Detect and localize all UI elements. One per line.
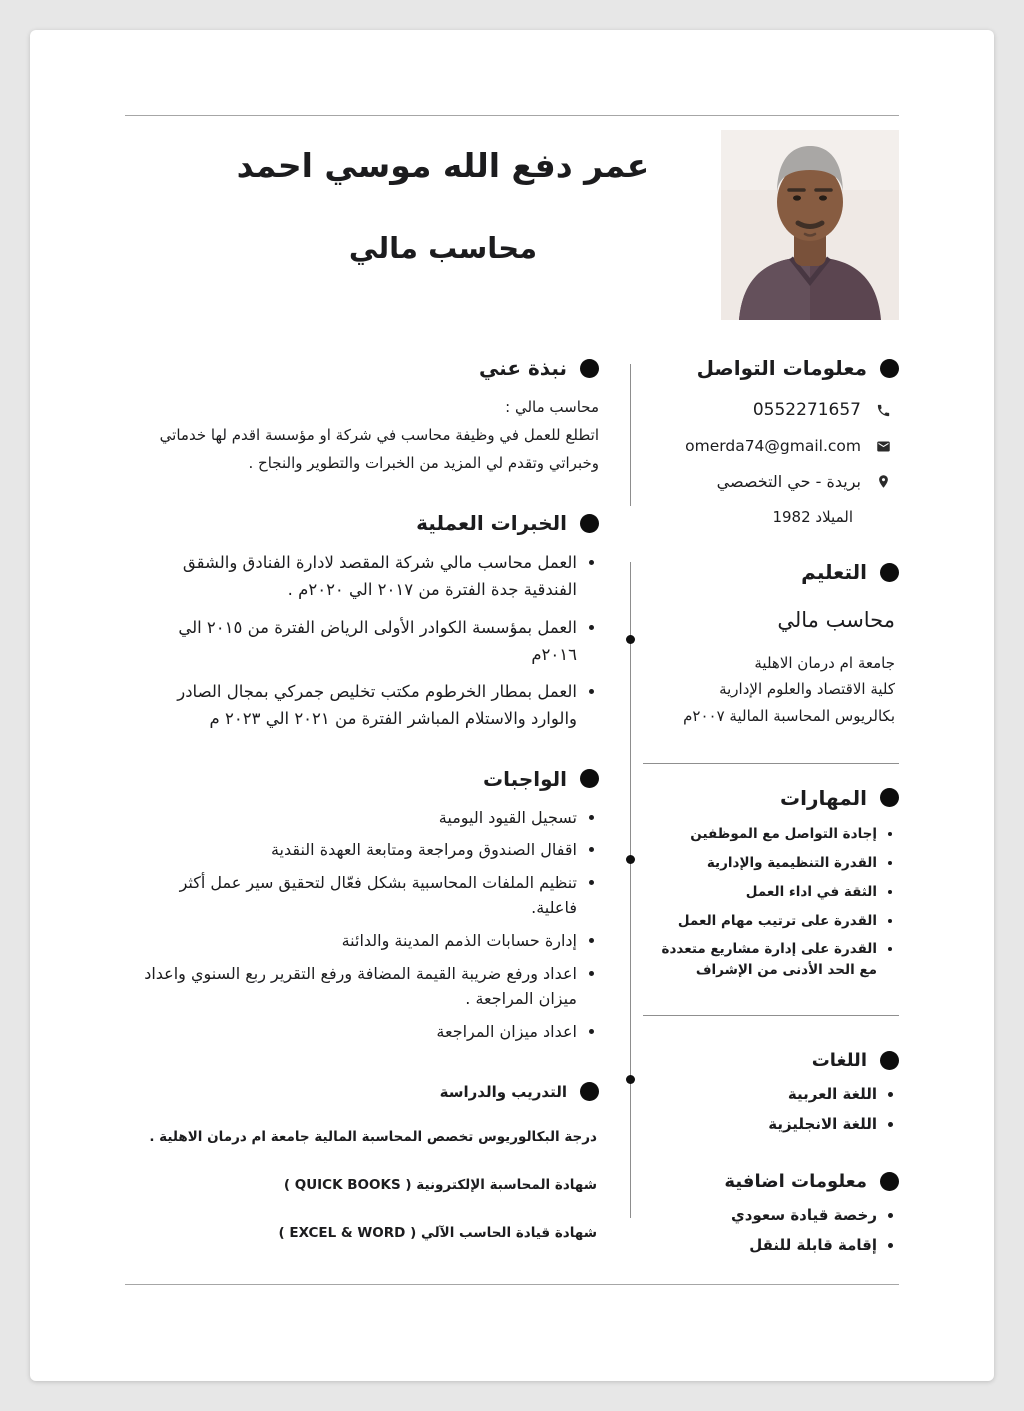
duty-item: • اعداد ورفع ضريبة القيمة المضافة ورفع التقرير ربع السنوي واعداد ميزان المراجعة . <box>129 961 577 1012</box>
additional-info-section <box>643 1171 899 1254</box>
additional-item: • رخصة قيادة سعودي <box>643 1206 877 1224</box>
phone-row <box>643 400 891 420</box>
column-divider <box>617 356 643 1256</box>
section-bullet <box>880 1051 899 1070</box>
divider-dot <box>626 855 635 864</box>
header <box>125 130 899 320</box>
experience-list <box>129 549 599 732</box>
phone-value: 0552271657 <box>752 400 861 420</box>
training-item: شهادة المحاسبة الإلكترونية ( QUICK BOOKS ) <box>283 1176 597 1193</box>
additional-heading-row <box>643 1171 899 1192</box>
duties-heading: الواجبات <box>483 766 567 791</box>
about-lead: محاسب مالي : <box>505 398 599 416</box>
duty-item: • إدارة حسابات الذمم المدينة والدائنة <box>129 928 577 954</box>
sidebar-divider-rule <box>643 1015 899 1016</box>
additional-item: • إقامة قابلة للنقل <box>643 1236 877 1254</box>
duties-section <box>129 767 599 1045</box>
skill-item: • القدرة على ترتيب مهام العمل <box>643 911 877 932</box>
section-bullet <box>880 788 899 807</box>
about-body: اتطلع للعمل في وظيفة محاسب في شركة او مؤسسة اقدم لها خدماتي وخبراتي وتقدم لي المزيد من الخبرات والتطوير والنجاح . <box>159 425 599 472</box>
duty-item: • اقفال الصندوق ومراجعة ومتابعة العهدة النقدية <box>129 837 577 863</box>
section-bullet <box>880 359 899 378</box>
birth-row <box>643 508 891 526</box>
email-value: omerda74@gmail.com <box>685 437 861 455</box>
sidebar-divider-rule <box>643 763 899 764</box>
training-heading-row <box>129 1082 599 1101</box>
section-bullet <box>880 563 899 582</box>
divider-dot <box>626 1075 635 1084</box>
languages-list <box>643 1085 899 1133</box>
training-item: شهادة قيادة الحاسب الآلي ( EXCEL & WORD ) <box>278 1224 597 1241</box>
bottom-rule <box>125 1284 899 1285</box>
skill-item: • الثقة في اداء العمل <box>643 882 877 903</box>
section-bullet <box>580 359 599 378</box>
language-item: • اللغة الانجليزية <box>643 1115 877 1133</box>
skills-section <box>643 786 899 982</box>
body-columns <box>125 356 899 1256</box>
duty-item: • تنظيم الملفات المحاسبية بشكل فعّال لتحقيق سير عمل أكثر فاعلية. <box>129 870 577 921</box>
experience-heading: الخبرات العملية <box>416 511 567 536</box>
envelope-icon <box>876 439 891 454</box>
experience-heading-row <box>129 511 599 535</box>
languages-section <box>643 1050 899 1133</box>
birth-value: الميلاد 1982 <box>772 508 853 526</box>
experience-item: • العمل بمطار الخرطوم مكتب تخليص جمركي بمجال الصادر والوارد والاستلام المباشر الفترة من ٢٠٢١ الي ٢٠٢٣ م <box>129 678 577 732</box>
portrait-illustration <box>721 130 899 320</box>
duty-item: • اعداد ميزان المراجعة <box>129 1019 577 1045</box>
map-pin-icon <box>876 474 891 489</box>
skills-heading: المهارات <box>780 785 867 810</box>
address-row <box>643 472 891 491</box>
divider-line-main <box>630 562 631 1218</box>
about-heading-row <box>129 356 599 380</box>
training-heading: التدريب والدراسة <box>439 1082 567 1101</box>
skills-list <box>643 824 899 982</box>
skills-heading-row <box>643 786 899 810</box>
contact-heading: معلومات التواصل <box>696 356 867 380</box>
experience-section <box>129 511 599 732</box>
contact-heading-row <box>643 356 899 380</box>
header-text <box>125 130 721 320</box>
language-item: • اللغة العربية <box>643 1085 877 1103</box>
education-line: كلية الاقتصاد والعلوم الإدارية <box>719 680 895 699</box>
languages-heading: اللغات <box>811 1050 867 1072</box>
duties-heading-row <box>129 767 599 791</box>
section-bullet <box>580 769 599 788</box>
about-heading: نبذة عني <box>478 356 567 380</box>
section-bullet <box>880 1172 899 1191</box>
duties-list <box>129 805 599 1045</box>
candidate-name: عمر دفع الله موسي احمد <box>236 146 650 185</box>
profile-photo <box>721 130 899 320</box>
resume-card <box>30 30 994 1381</box>
sidebar <box>643 356 899 1256</box>
education-heading: التعليم <box>801 560 867 584</box>
top-rule <box>125 115 899 116</box>
divider-dot <box>626 635 635 644</box>
education-line: بكالريوس المحاسبة المالية ٢٠٠٧م <box>683 706 895 725</box>
languages-heading-row <box>643 1050 899 1071</box>
education-line: جامعة ام درمان الاهلية <box>754 654 895 672</box>
section-bullet <box>580 1082 599 1101</box>
main-column <box>125 356 617 1256</box>
skill-item: • إجادة التواصل مع الموظفين <box>643 824 877 845</box>
divider-line-top <box>630 364 631 506</box>
additional-list <box>643 1206 899 1254</box>
additional-heading: معلومات اضافية <box>724 1171 867 1193</box>
duty-item: • تسجيل القيود اليومية <box>129 805 577 831</box>
contact-section <box>643 356 899 526</box>
phone-icon <box>876 403 891 418</box>
contact-rows <box>643 400 899 526</box>
section-bullet <box>580 514 599 533</box>
experience-item: • العمل محاسب مالي شركة المقصد لادارة الفنادق والشقق الفندقية جدة الفترة من ٢٠١٧ الي ٢٠٢٠م . <box>129 549 577 603</box>
skill-item: • القدرة التنظيمية والإدارية <box>643 853 877 874</box>
education-heading-row <box>643 560 899 584</box>
experience-item: • العمل بمؤسسة الكوادر الأولى الرياض الفترة من ٢٠١٥ الي ٢٠١٦م <box>129 614 577 668</box>
training-item: درجة البكالوريوس تخصص المحاسبة المالية جامعة ام درمان الاهلية . <box>149 1129 597 1146</box>
address-value: بريدة - حي التخصصي <box>716 472 861 491</box>
about-section <box>129 356 599 477</box>
education-section <box>643 560 899 729</box>
job-title: محاسب مالي <box>348 231 538 265</box>
email-row <box>643 437 891 455</box>
training-section <box>129 1078 599 1244</box>
skill-item: • القدرة على إدارة مشاريع متعددة مع الحد الأدنى من الإشراف <box>643 939 877 981</box>
education-degree: محاسب مالي <box>777 608 895 632</box>
